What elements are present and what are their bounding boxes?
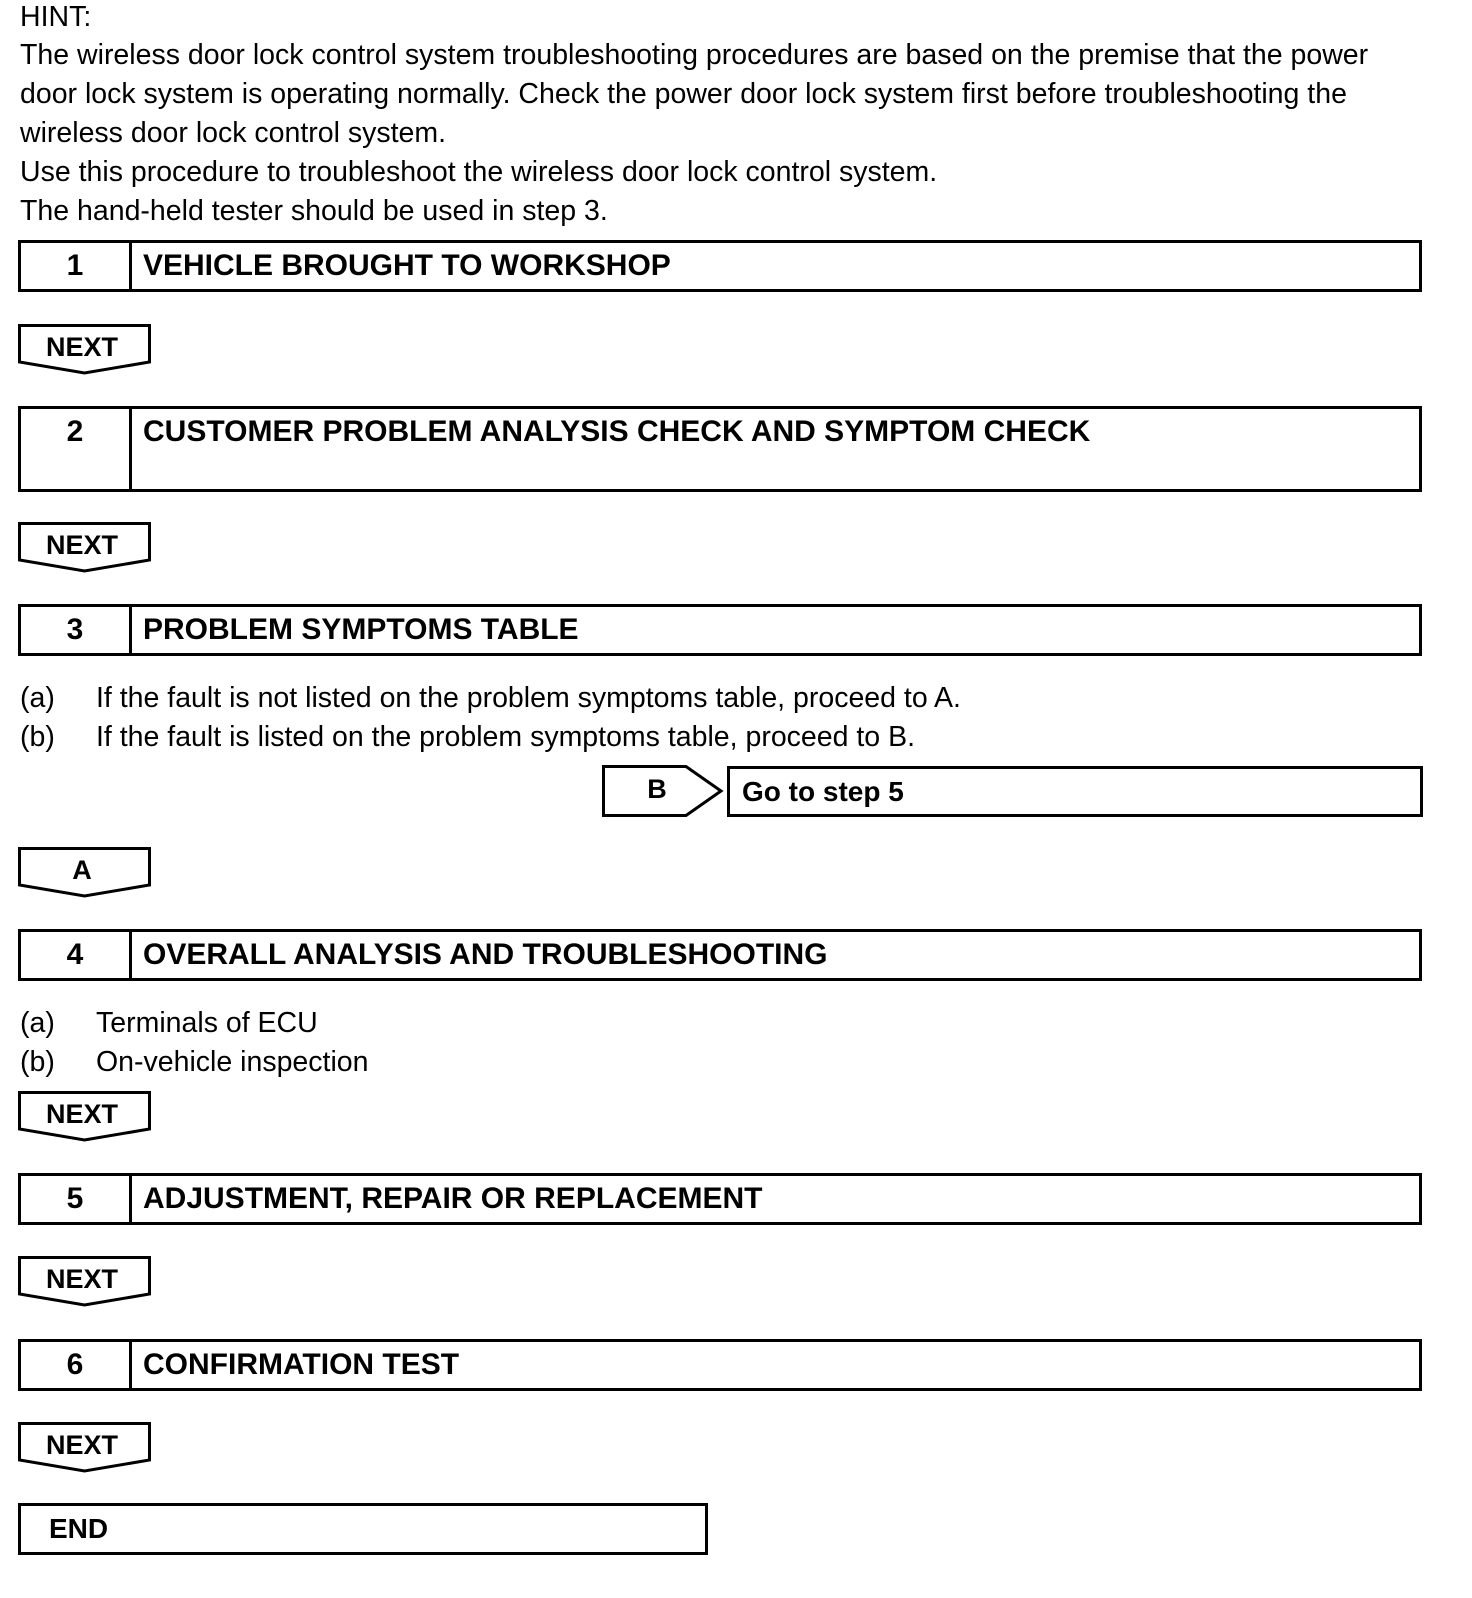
item-label: (b)	[20, 721, 55, 753]
step-number: 1	[21, 243, 132, 289]
step-4-box	[18, 929, 1422, 981]
a-arrow	[18, 847, 152, 899]
hint-line-2: door lock system is operating normally. Check the power door lock system first before troubleshooting the	[20, 78, 1347, 110]
step-title: CUSTOMER PROBLEM ANALYSIS CHECK AND SYMPTOM CHECK	[143, 415, 1091, 448]
step-number: 6	[21, 1342, 132, 1388]
next-label: NEXT	[45, 1430, 118, 1460]
step-title: PROBLEM SYMPTOMS TABLE	[143, 613, 579, 646]
item-text: If the fault is not listed on the problem symptoms table, proceed to A.	[96, 682, 961, 714]
branch-b-arrow	[602, 765, 726, 817]
item-text: If the fault is listed on the problem symptoms table, proceed to B.	[96, 721, 915, 753]
item-text: Terminals of ECU	[96, 1007, 318, 1039]
item-label: (b)	[20, 1046, 55, 1078]
hint-line-3: wireless door lock control system.	[20, 117, 447, 149]
step-number: 5	[21, 1176, 132, 1222]
item-text: On-vehicle inspection	[96, 1046, 369, 1078]
step-6-box	[18, 1339, 1422, 1391]
hint-line-4: Use this procedure to troubleshoot the wireless door lock control system.	[20, 156, 938, 188]
next-arrow-4	[18, 1091, 152, 1143]
branch-b-label: B	[647, 774, 667, 804]
step-number: 4	[21, 932, 132, 978]
step-number: 2	[21, 409, 132, 489]
step-number: 3	[21, 607, 132, 653]
next-label: NEXT	[45, 1264, 118, 1294]
hint-line-1: The wireless door lock control system troubleshooting procedures are based on the premise that the power	[20, 39, 1369, 71]
item-label: (a)	[20, 682, 55, 714]
next-label: NEXT	[45, 332, 118, 362]
step-2-box	[18, 406, 1422, 492]
branch-b-target-box	[727, 766, 1423, 817]
next-arrow-6	[18, 1422, 152, 1474]
next-label: NEXT	[45, 1099, 118, 1129]
next-arrow-5	[18, 1256, 152, 1308]
step-3-box	[18, 604, 1422, 656]
next-arrow-2	[18, 522, 152, 574]
step-title: VEHICLE BROUGHT TO WORKSHOP	[143, 249, 671, 282]
next-label: NEXT	[45, 530, 118, 560]
step-1-box	[18, 240, 1422, 292]
step-title: OVERALL ANALYSIS AND TROUBLESHOOTING	[143, 938, 828, 971]
end-box	[18, 1503, 708, 1555]
hint-line-5: The hand-held tester should be used in step 3.	[20, 195, 608, 227]
end-label: END	[49, 1513, 109, 1544]
step-5-box	[18, 1173, 1422, 1225]
item-label: (a)	[20, 1007, 55, 1039]
next-arrow-1	[18, 324, 152, 376]
a-label: A	[72, 855, 92, 885]
branch-b-text: Go to step 5	[742, 776, 904, 807]
step-title: CONFIRMATION TEST	[143, 1348, 460, 1381]
step-title: ADJUSTMENT, REPAIR OR REPLACEMENT	[143, 1182, 763, 1215]
hint-heading: HINT:	[20, 1, 92, 33]
